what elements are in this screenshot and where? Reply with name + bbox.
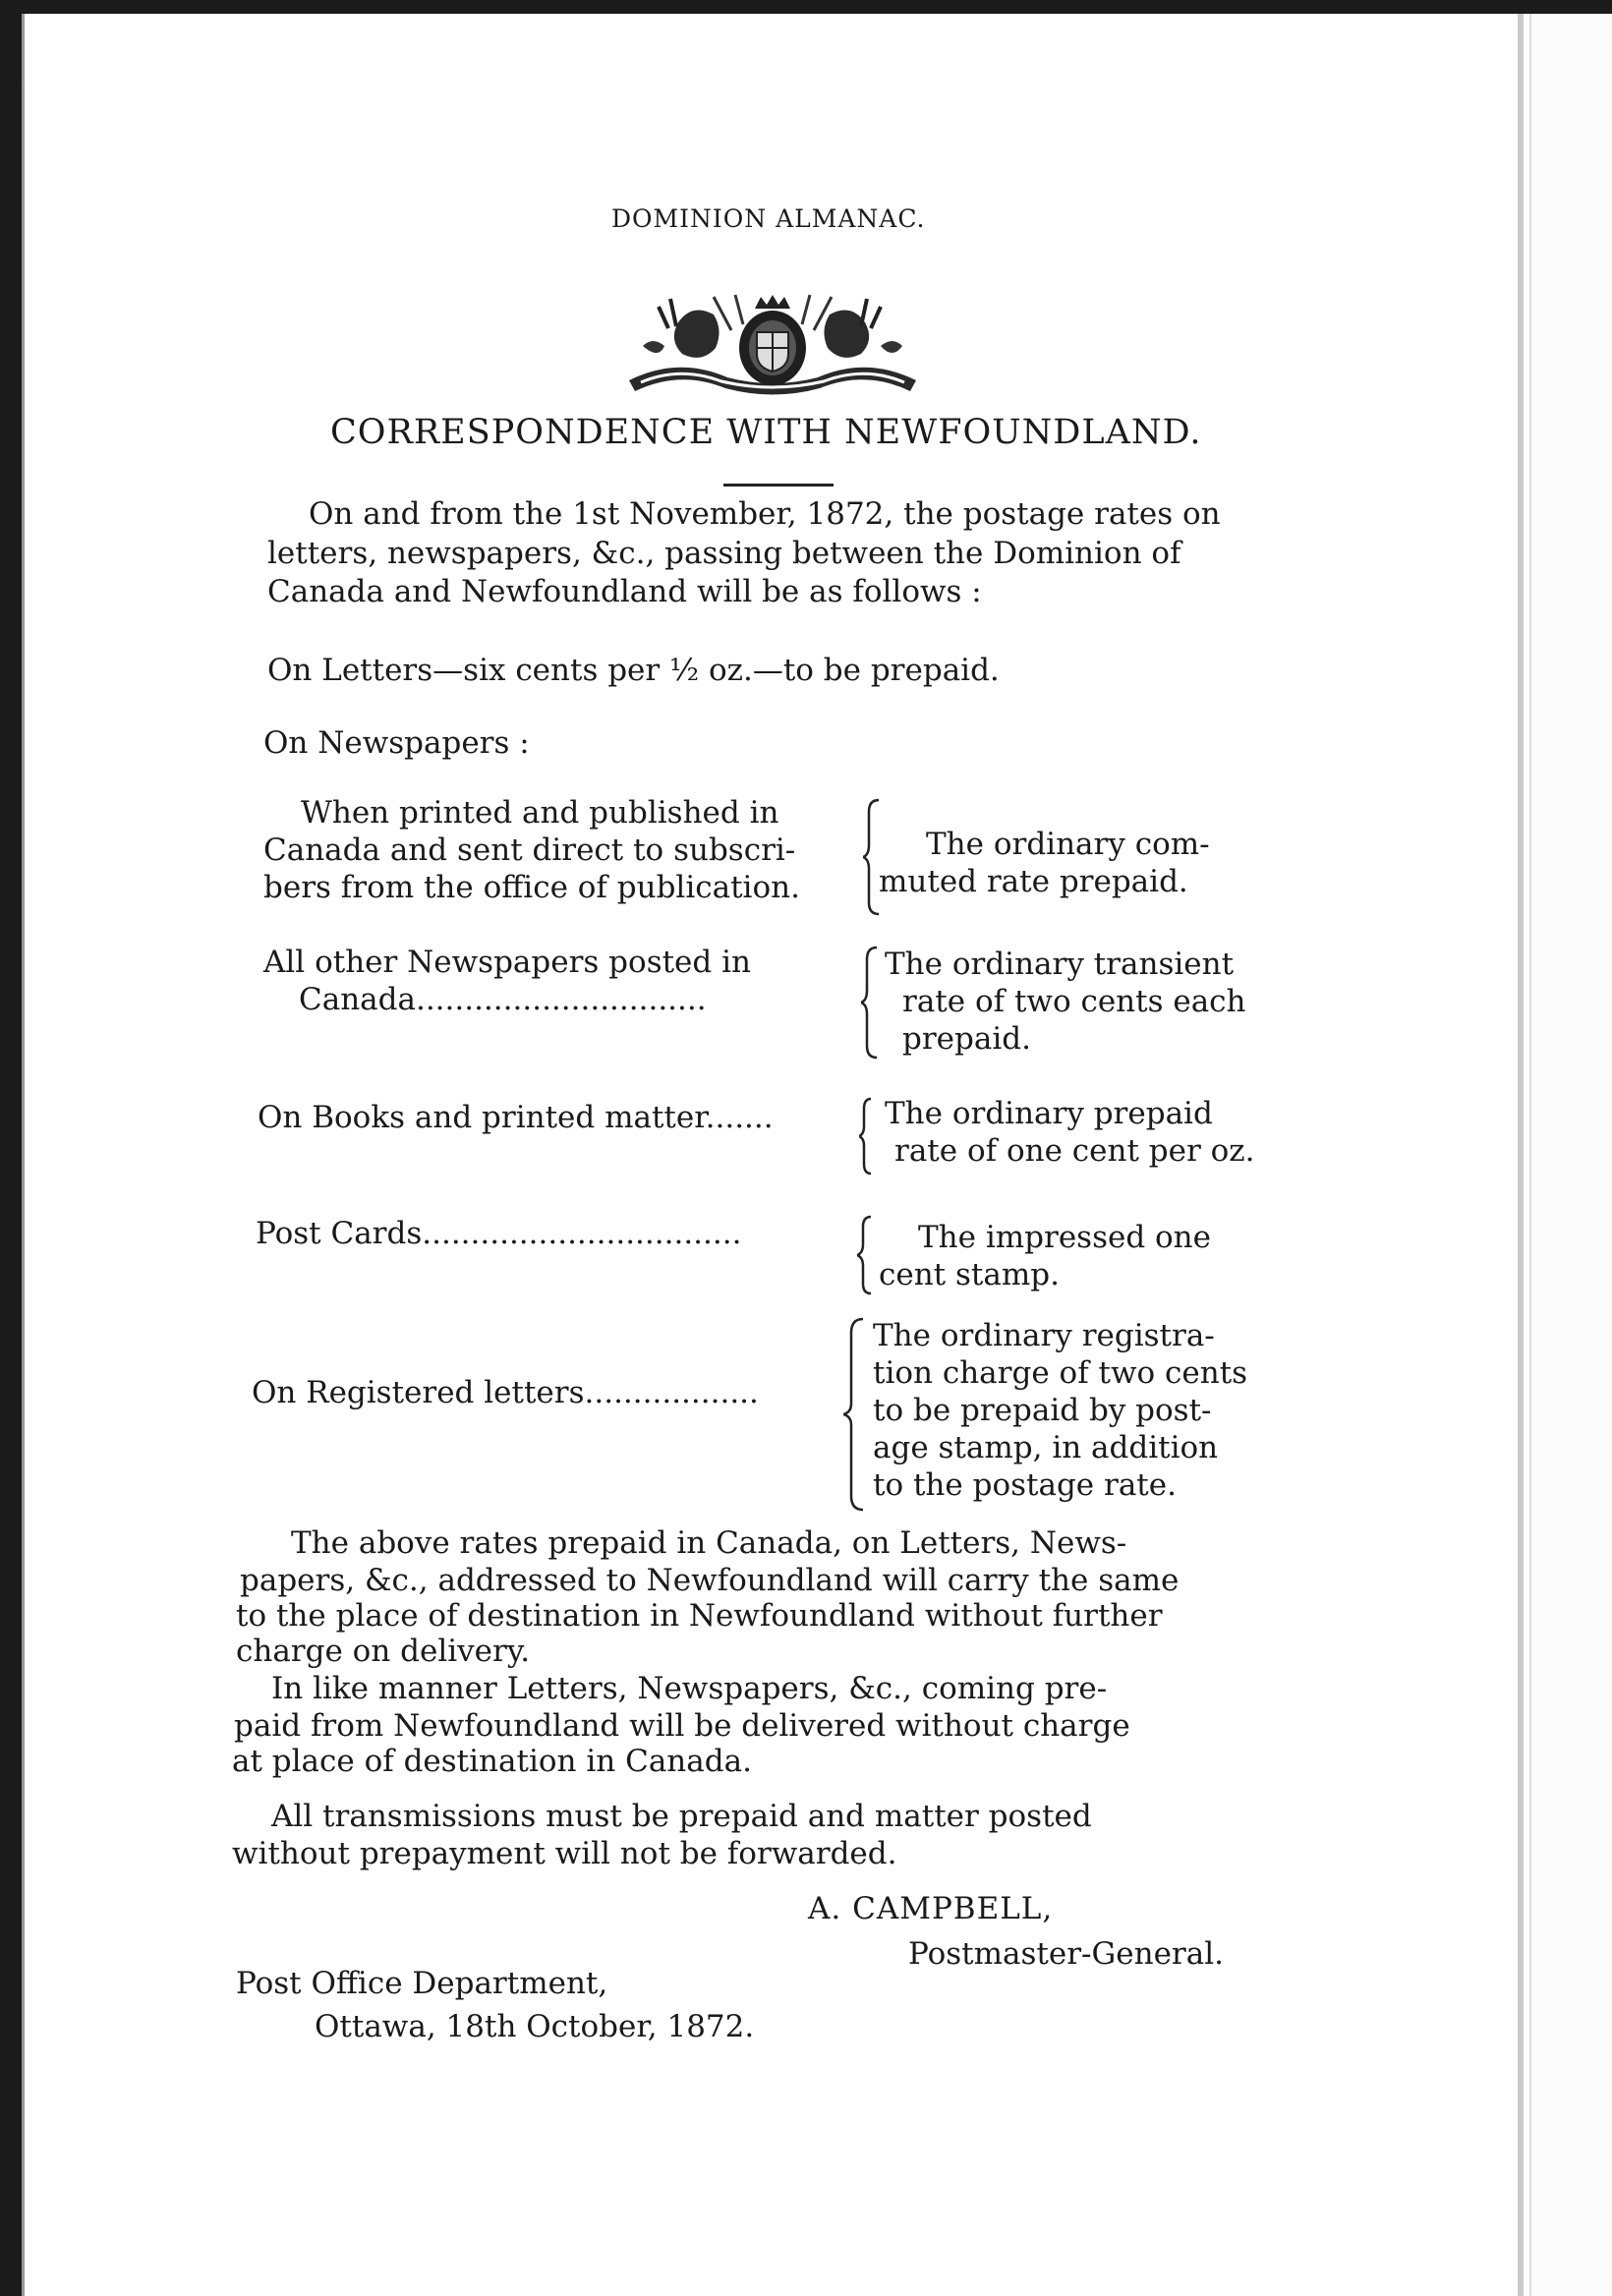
running-header: DOMINION ALMANAC. xyxy=(611,204,926,233)
rate-2-right-line-1: The ordinary transient xyxy=(885,947,1235,982)
rate-5-right-line-5: to the postage rate. xyxy=(873,1467,1177,1503)
intro-line-1: On and from the 1st November, 1872, the postage rates on xyxy=(309,496,1221,532)
rate-3-left xyxy=(258,1099,774,1136)
footer-department: Post Office Department, xyxy=(236,1966,608,2001)
rate-2-brace xyxy=(861,946,883,1060)
rate-2-left xyxy=(263,944,751,1018)
rate-1-right-line-1: The ordinary com- xyxy=(926,827,1210,862)
rate-3-right-line-2: rate of one cent per oz. xyxy=(894,1133,1255,1169)
closing-line-4: charge on delivery. xyxy=(236,1634,531,1669)
rate-1-left-line-3: bers from the office of publication. xyxy=(263,870,800,905)
page-title: CORRESPONDENCE WITH NEWFOUNDLAND. xyxy=(330,413,1202,452)
rate-5-right-line-1: The ordinary registra- xyxy=(873,1318,1215,1353)
rate-3-right-line-1: The ordinary prepaid xyxy=(885,1096,1213,1131)
rate-5-right-line-2: tion charge of two cents xyxy=(873,1355,1248,1391)
page-right-margin xyxy=(1531,14,1612,2296)
signature-role: Postmaster-General. xyxy=(908,1936,1225,1972)
intro-line-3: Canada and Newfoundland will be as follows : xyxy=(267,574,982,609)
letters-rate-line: On Letters—six cents per ½ oz.—to be prepaid. xyxy=(267,653,1000,688)
scan-border-top xyxy=(0,0,1612,14)
signature-name: A. CAMPBELL, xyxy=(808,1891,1054,1926)
intro-line-2: letters, newspapers, &c., passing between the Dominion of xyxy=(267,536,1181,571)
rate-1-left xyxy=(263,794,800,906)
closing-line-1: The above rates prepaid in Canada, on Letters, News- xyxy=(291,1525,1127,1561)
rate-3-right xyxy=(885,1095,1254,1170)
closing-line-3: to the place of destination in Newfoundland without further xyxy=(236,1598,1163,1634)
rate-4-left-line-1: Post Cards................................. xyxy=(256,1216,742,1251)
page-spine-shadow xyxy=(1518,14,1524,2296)
rate-4-right-line-1: The impressed one xyxy=(918,1220,1211,1255)
closing-line-5: In like manner Letters, Newspapers, &c., coming pre- xyxy=(271,1671,1108,1706)
rate-4-brace xyxy=(857,1215,877,1295)
rate-1-left-line-2: Canada and sent direct to subscri- xyxy=(263,832,796,868)
closing-line-7: at place of destination in Canada. xyxy=(232,1744,752,1779)
rate-1-right xyxy=(879,826,1210,900)
closing-line-2: papers, &c., addressed to Newfoundland will carry the same xyxy=(240,1563,1180,1598)
rate-2-left-line-2: Canada.............................. xyxy=(299,982,707,1017)
rate-2-left-line-1: All other Newspapers posted in xyxy=(263,945,751,980)
closing-line-9: without prepayment will not be forwarded. xyxy=(232,1836,897,1871)
royal-coat-of-arms-icon xyxy=(619,287,926,403)
rate-5-right xyxy=(873,1317,1247,1504)
rate-1-right-line-2: muted rate prepaid. xyxy=(879,864,1188,899)
rate-2-right xyxy=(885,946,1246,1058)
rate-5-left-line-1: On Registered letters.................. xyxy=(252,1375,759,1410)
closing-line-8: All transmissions must be prepaid and matter posted xyxy=(271,1799,1092,1834)
rate-4-right xyxy=(879,1219,1211,1293)
rate-1-left-line-1: When printed and published in xyxy=(301,795,779,831)
rate-3-brace xyxy=(859,1097,877,1176)
title-rule xyxy=(723,484,834,487)
footer-place-date: Ottawa, 18th October, 1872. xyxy=(315,2009,755,2044)
rate-3-left-line-1: On Books and printed matter....... xyxy=(258,1100,774,1135)
rate-4-left xyxy=(256,1215,741,1252)
rate-4-right-line-2: cent stamp. xyxy=(879,1257,1060,1292)
rate-2-right-line-2: rate of two cents each xyxy=(902,984,1246,1019)
closing-line-6: paid from Newfoundland will be delivered without charge xyxy=(234,1708,1130,1744)
rate-2-right-line-3: prepaid. xyxy=(902,1021,1031,1057)
rate-5-left xyxy=(252,1374,759,1411)
rate-5-brace xyxy=(843,1317,869,1512)
rate-5-right-line-4: age stamp, in addition xyxy=(873,1430,1219,1465)
scan-border-left xyxy=(0,0,22,2296)
newspapers-heading: On Newspapers : xyxy=(263,725,530,761)
rate-5-right-line-3: to be prepaid by post- xyxy=(873,1393,1212,1428)
